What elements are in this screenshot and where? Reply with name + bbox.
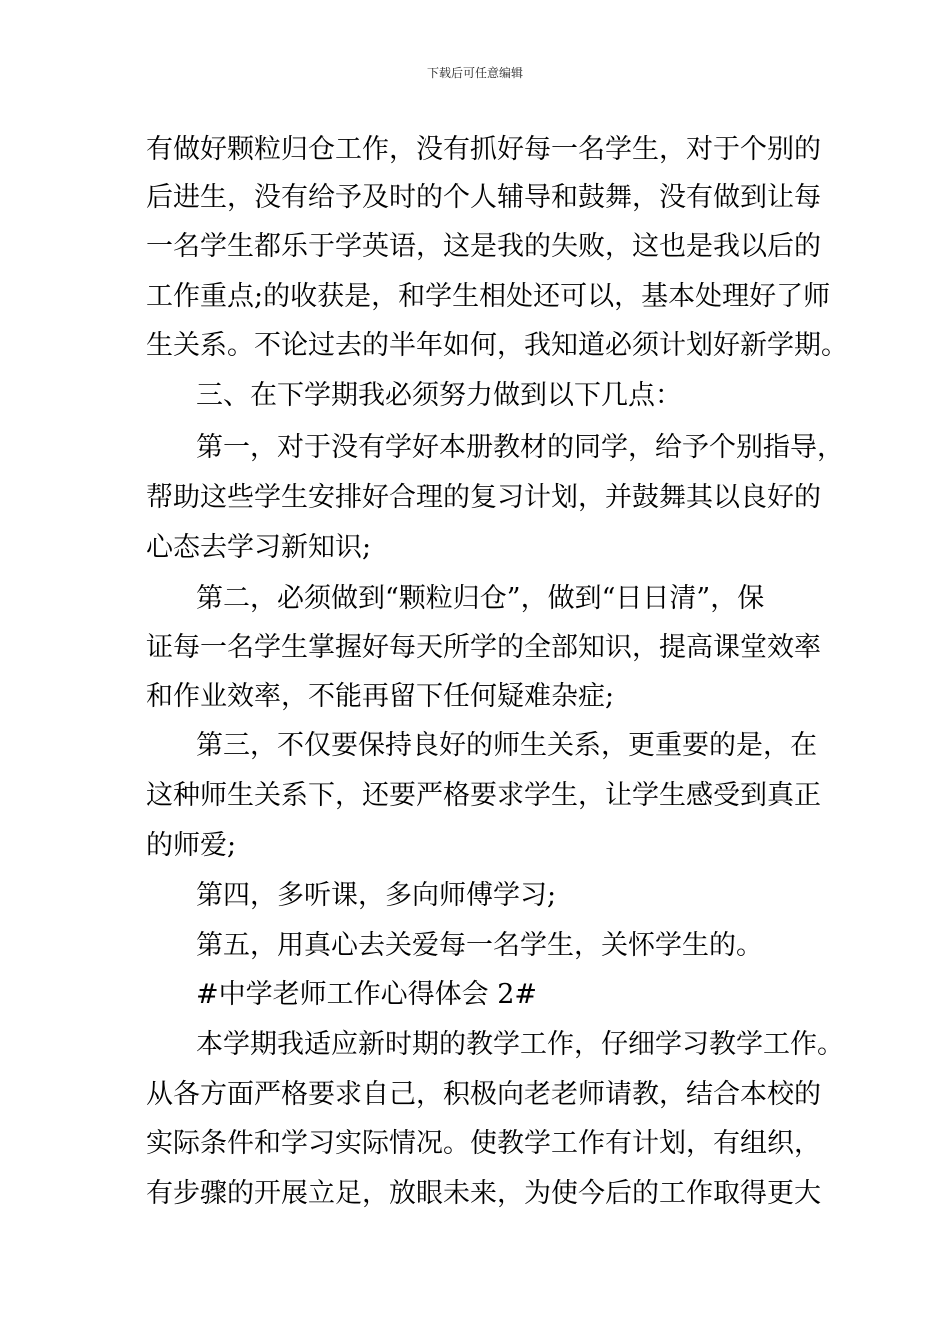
text-line: 第三，不仅要保持良好的师生关系，更重要的是，在 (196, 730, 817, 761)
text-line: 工作重点;的收获是，和学生相处还可以，基本处理好了师 (146, 281, 831, 312)
text-line: 实际条件和学习实际情况。使教学工作有计划，有组织， (146, 1128, 821, 1159)
text-line: 第一，对于没有学好本册教材的同学，给予个别指导， (196, 432, 844, 463)
text-line: 证每一名学生掌握好每天所学的全部知识，提高课堂效率 (146, 632, 821, 663)
text-line: 第四，多听课，多向师傅学习; (196, 880, 557, 911)
text-line: 第五，用真心去关爱每一名学生，关怀学生的。 (196, 930, 763, 961)
text-line: 后进生，没有给予及时的个人辅导和鼓舞，没有做到让每 (146, 182, 821, 213)
text-line: 有步骤的开展立足，放眼未来，为使今后的工作取得更大 (146, 1178, 821, 1209)
text-line: 帮助这些学生安排好合理的复习计划，并鼓舞其以良好的 (146, 482, 821, 513)
text-line: 生关系。不论过去的半年如何，我知道必须计划好新学期。 (146, 330, 848, 361)
text-line: 这种师生关系下，还要严格要求学生，让学生感受到真正 (146, 780, 821, 811)
text-line: 本学期我适应新时期的教学工作，仔细学习教学工作。 (196, 1029, 844, 1060)
text-line: 有做好颗粒归仓工作，没有抓好每一名学生，对于个别的 (146, 134, 821, 165)
text-line: 的师爱; (146, 830, 237, 861)
text-line: 和作业效率，不能再留下任何疑难杂症; (146, 681, 615, 712)
text-line: 第二，必须做到“颗粒归仓”，做到“日日清”，保 (196, 583, 765, 614)
text-line: 一名学生都乐于学英语，这是我的失败，这也是我以后的 (146, 231, 821, 262)
text-line: 从各方面严格要求自己，积极向老老师请教，结合本校的 (146, 1079, 821, 1110)
page-header: 下载后可任意编辑 (426, 66, 523, 80)
section-heading: 三、在下学期我必须努力做到以下几点： (196, 380, 682, 411)
text-line: 心态去学习新知识; (146, 532, 372, 563)
section-heading: #中学老师工作心得体会 2# (196, 979, 538, 1010)
